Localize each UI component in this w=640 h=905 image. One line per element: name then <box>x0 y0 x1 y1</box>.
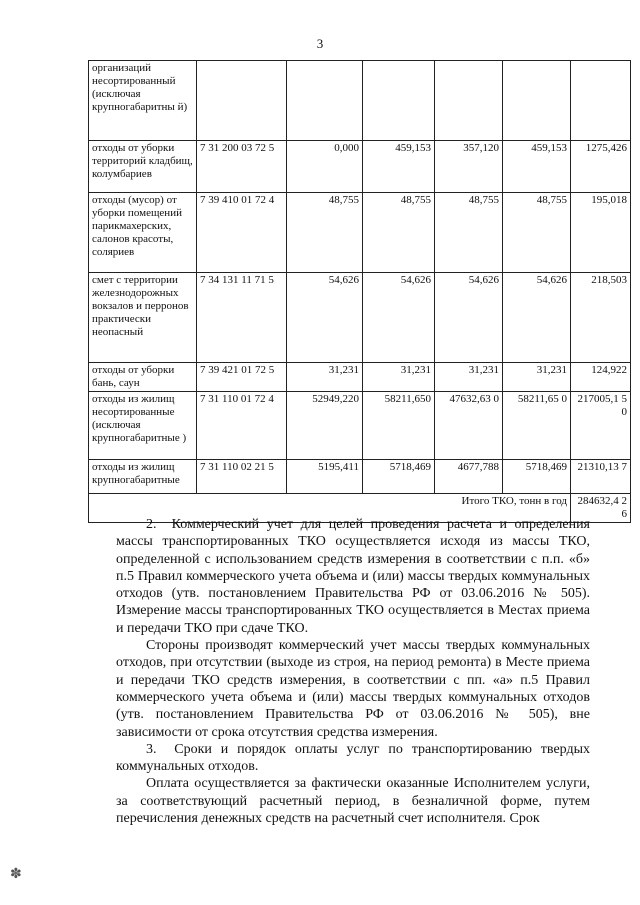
paragraph-parties-accounting: Стороны производят коммерческий учет массы твердых коммунальных отходов, при отсутствии (выходе из строя, на период ремонта) в Месте приема и передачи ТКО средств измерения, в соответствии с пп. «а» п.5 Правил коммерческого учета объема и (или) массы твердых коммунальных отходов (утв. постановлением Правительства РФ от 03.06.2016 № 505), вне зависимости от срока отсутствия средства измерения. <box>116 638 590 740</box>
period-2-value-cell: 31,231 <box>363 363 435 392</box>
waste-name-cell: отходы из жилищ несортированные (исключая крупногабаритные ) <box>89 392 197 460</box>
table-row <box>89 141 631 193</box>
page-number: 3 <box>316 36 324 51</box>
annual-total-cell: 195,018 <box>571 193 631 273</box>
fkko-code-cell: 7 39 421 01 72 5 <box>197 363 287 392</box>
period-3-value-cell: 48,755 <box>435 193 503 273</box>
table-row <box>89 460 631 494</box>
waste-volume-table <box>88 60 631 523</box>
period-1-value-cell <box>287 61 363 141</box>
period-4-value-cell <box>503 61 571 141</box>
fkko-code-cell: 7 34 131 11 71 5 <box>197 273 287 363</box>
fkko-code-cell: 7 31 110 02 21 5 <box>197 460 287 494</box>
fkko-code-cell: 7 31 200 03 72 5 <box>197 141 287 193</box>
period-4-value-cell: 54,626 <box>503 273 571 363</box>
fkko-code-cell: 7 39 410 01 72 4 <box>197 193 287 273</box>
waste-name-cell: отходы от уборки территорий кладбищ, колумбариев <box>89 141 197 193</box>
period-2-value-cell: 5718,469 <box>363 460 435 494</box>
period-1-value-cell: 54,626 <box>287 273 363 363</box>
table-row <box>89 273 631 363</box>
waste-name-cell: отходы (мусор) от уборки помещений парикмахерских, салонов красоты, соляриев <box>89 193 197 273</box>
total-value: 284632,4 26 <box>571 494 631 523</box>
document-body <box>116 516 590 827</box>
period-2-value-cell: 58211,650 <box>363 392 435 460</box>
period-2-value-cell: 54,626 <box>363 273 435 363</box>
period-3-value-cell: 4677,788 <box>435 460 503 494</box>
annual-total-cell <box>571 61 631 141</box>
waste-name-cell: смет с территории железнодорожных вокзалов и перронов практически неопасный <box>89 273 197 363</box>
annual-total-cell: 218,503 <box>571 273 631 363</box>
period-2-value-cell: 48,755 <box>363 193 435 273</box>
period-1-value-cell: 5195,411 <box>287 460 363 494</box>
waste-name-cell: отходы из жилищ крупногабаритные <box>89 460 197 494</box>
period-4-value-cell: 58211,65 0 <box>503 392 571 460</box>
table-row <box>89 363 631 392</box>
table-row <box>89 193 631 273</box>
annual-total-cell: 217005,1 50 <box>571 392 631 460</box>
period-4-value-cell: 5718,469 <box>503 460 571 494</box>
waste-name-cell: отходы от уборки бань, саун <box>89 363 197 392</box>
table-row <box>89 392 631 460</box>
period-1-value-cell: 0,000 <box>287 141 363 193</box>
period-3-value-cell: 54,626 <box>435 273 503 363</box>
paragraph-commercial-accounting: 2. Коммерческий учет для целей проведения расчета и определения массы транспортированных ТКО осуществляется исходя из массы ТКО, определенной с использованием средств измерения в соответствии с п.п. «б» п.5 Правил коммерческого учета объема и (или) массы твердых коммунальных отходов (утв. постановлением Правительства РФ от 03.06.2016 № 505). Измерение массы транспортированных ТКО осуществляется в Местах приема и передачи ТКО при сдаче ТКО. <box>116 517 590 636</box>
waste-name-cell: организаций несортированный (исключая крупногабаритны й) <box>89 61 197 141</box>
fkko-code-cell <box>197 61 287 141</box>
period-3-value-cell: 31,231 <box>435 363 503 392</box>
annual-total-cell: 124,922 <box>571 363 631 392</box>
paragraph-payment-terms-heading: 3. Сроки и порядок оплаты услуг по транспортированию твердых коммунальных отходов. <box>116 741 590 775</box>
period-2-value-cell <box>363 61 435 141</box>
total-label: Итого ТКО, тонн в год <box>89 494 571 523</box>
fkko-code-cell: 7 31 110 01 72 4 <box>197 392 287 460</box>
period-3-value-cell: 357,120 <box>435 141 503 193</box>
period-1-value-cell: 52949,220 <box>287 392 363 460</box>
period-3-value-cell: 47632,63 0 <box>435 392 503 460</box>
period-4-value-cell: 48,755 <box>503 193 571 273</box>
period-4-value-cell: 459,153 <box>503 141 571 193</box>
annual-total-cell: 1275,426 <box>571 141 631 193</box>
period-4-value-cell: 31,231 <box>503 363 571 392</box>
annual-total-cell: 21310,13 7 <box>571 460 631 494</box>
paragraph-payment: Оплата осуществляется за фактически оказанные Исполнителем услуги, за соответствующий расчетный период, в безналичной форме, путем перечисления денежных средств на расчетный счет исполнителя. Срок <box>116 776 590 827</box>
period-1-value-cell: 48,755 <box>287 193 363 273</box>
period-1-value-cell: 31,231 <box>287 363 363 392</box>
period-2-value-cell: 459,153 <box>363 141 435 193</box>
margin-mark-icon: ✽ <box>10 867 22 882</box>
table-row <box>89 61 631 141</box>
period-3-value-cell <box>435 61 503 141</box>
